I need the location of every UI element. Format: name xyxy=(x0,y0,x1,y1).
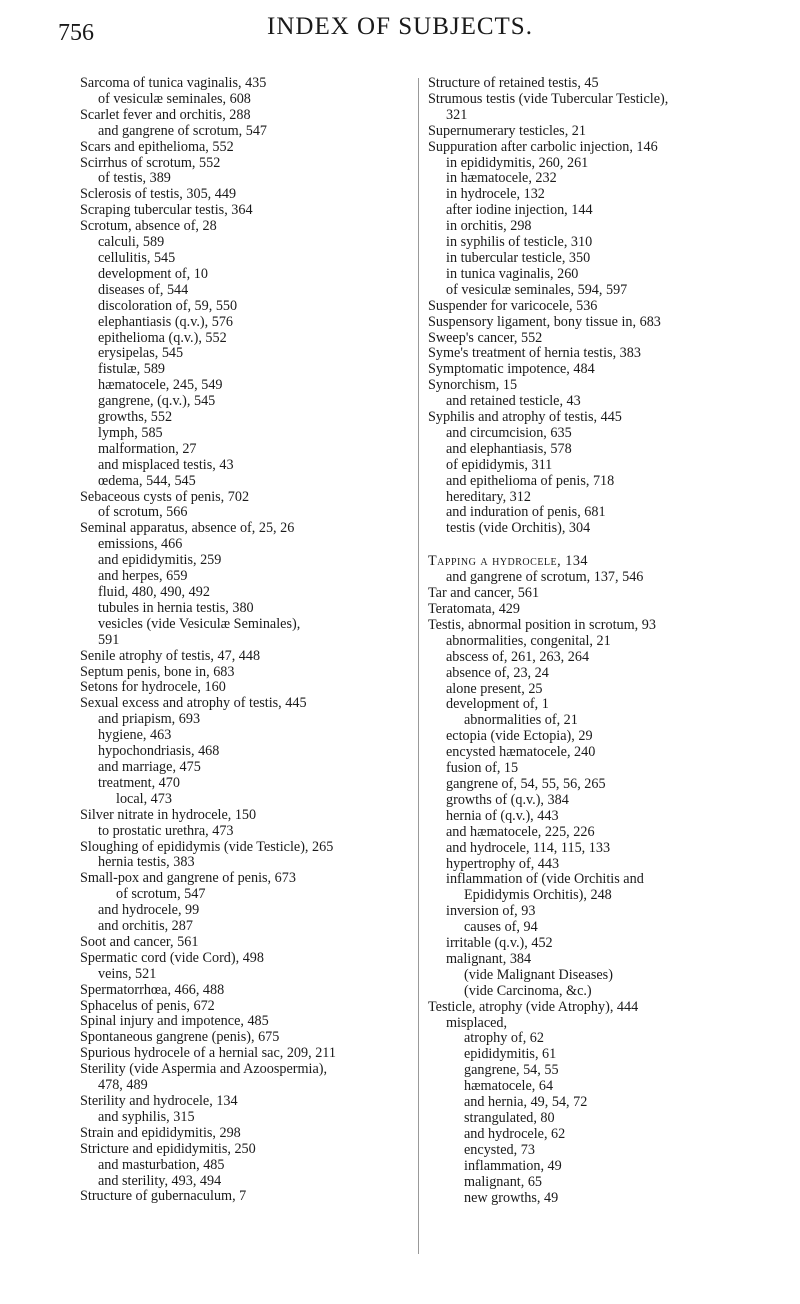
index-entry: diseases of, 544 xyxy=(98,281,189,298)
index-entry: and hydrocele, 114, 115, 133 xyxy=(446,839,611,856)
index-entry: and gangrene of scrotum, 547 xyxy=(98,122,268,139)
index-entry: Epididymis Orchitis), 248 xyxy=(464,887,612,904)
index-entry: hernia of (q.v.), 443 xyxy=(446,807,559,824)
index-entry: and elephantiasis, 578 xyxy=(446,440,572,457)
index-entry: Scars and epithelioma, 552 xyxy=(80,138,234,155)
index-entry: Strumous testis (vide Tubercular Testicle), xyxy=(428,90,669,107)
index-entry: Sterility and hydrocele, 134 xyxy=(80,1093,238,1109)
index-entry: in tunica vaginalis, 260 xyxy=(446,265,579,282)
index-entry: Structure of retained testis, 45 xyxy=(428,75,599,91)
index-entry: Strain and epididymitis, 298 xyxy=(80,1124,241,1141)
index-entry: Symptomatic impotence, 484 xyxy=(428,361,595,378)
page-number: 756 xyxy=(58,20,94,46)
index-entry: in orchitis, 298 xyxy=(446,218,532,235)
index-entry: and masturbation, 485 xyxy=(98,1156,225,1173)
index-entry: epididymitis, 61 xyxy=(464,1046,557,1063)
section-gap xyxy=(428,537,763,554)
index-entry: and orchitis, 287 xyxy=(98,918,193,935)
index-entry: encysted, 73 xyxy=(464,1141,535,1158)
index-entry: absence of, 23, 24 xyxy=(446,664,549,681)
index-entry: Sloughing of epididymis (vide Testicle), 265 xyxy=(80,838,334,855)
index-entry: hernia testis, 383 xyxy=(98,854,195,871)
index-entry: testis (vide Orchitis), 304 xyxy=(446,520,591,537)
index-entry: and hydrocele, 99 xyxy=(98,902,200,919)
index-entry: of vesiculæ seminales, 608 xyxy=(98,90,251,107)
index-column-left xyxy=(80,76,400,1205)
index-entry: Suppuration after carbolic injection, 146 xyxy=(428,138,658,155)
index-entry: in tubercular testicle, 350 xyxy=(446,249,591,266)
index-entry: (vide Carcinoma, &c.) xyxy=(464,982,592,999)
index-entry: gangrene of, 54, 55, 56, 265 xyxy=(446,775,606,792)
index-entry: encysted hæmatocele, 240 xyxy=(446,744,596,761)
index-entry: ectopia (vide Ectopia), 29 xyxy=(446,728,593,745)
index-entry: malformation, 27 xyxy=(98,440,197,457)
index-entry: Testis, abnormal position in scrotum, 93 xyxy=(428,616,656,633)
index-entry: treatment, 470 xyxy=(98,774,180,791)
index-entry: Scraping tubercular testis, 364 xyxy=(80,202,253,219)
index-entry: and gangrene of scrotum, 137, 546 xyxy=(446,569,644,586)
index-entry: strangulated, 80 xyxy=(464,1110,555,1126)
index-entry: Synorchism, 15 xyxy=(428,377,518,394)
index-entry: and syphilis, 315 xyxy=(98,1108,195,1125)
index-entry: Suspensory ligament, bony tissue in, 683 xyxy=(428,313,661,330)
column-divider xyxy=(418,78,419,1254)
index-entry: of epididymis, 311 xyxy=(446,456,553,473)
index-entry: new growths, 49 xyxy=(464,1189,559,1206)
index-entry: Silver nitrate in hydrocele, 150 xyxy=(80,806,257,823)
index-entry: Seminal apparatus, absence of, 25, 26 xyxy=(80,520,295,537)
index-entry: Sphacelus of penis, 672 xyxy=(80,997,215,1014)
index-entry: Syme's treatment of hernia testis, 383 xyxy=(428,345,641,362)
index-entry: abnormalities, congenital, 21 xyxy=(446,632,611,649)
index-entry: of vesiculæ seminales, 594, 597 xyxy=(446,281,628,298)
index-entry: in hydrocele, 132 xyxy=(446,186,545,203)
index-entry: causes of, 94 xyxy=(464,919,538,936)
index-entry: and hernia, 49, 54, 72 xyxy=(464,1094,588,1111)
index-entry: epithelioma (q.v.), 552 xyxy=(98,329,227,346)
index-entry: and hydrocele, 62 xyxy=(464,1125,566,1142)
index-entry: hypochondriasis, 468 xyxy=(98,743,220,760)
index-entry: and induration of penis, 681 xyxy=(446,504,606,521)
index-entry: hypertrophy of, 443 xyxy=(446,855,560,872)
index-entry: Spontaneous gangrene (penis), 675 xyxy=(80,1029,280,1046)
index-entry: Spermatic cord (vide Cord), 498 xyxy=(80,949,264,966)
index-entry: and retained testicle, 43 xyxy=(446,393,581,410)
index-entry: Septum penis, bone in, 683 xyxy=(80,663,235,680)
index-entry: malignant, 65 xyxy=(464,1173,543,1190)
index-entry: and priapism, 693 xyxy=(98,711,201,728)
index-entry: hæmatocele, 245, 549 xyxy=(98,377,223,394)
index-entry: of testis, 389 xyxy=(98,170,171,187)
index-entry: Testicle, atrophy (vide Atrophy), 444 xyxy=(428,998,639,1015)
index-entry: in epididymitis, 260, 261 xyxy=(446,154,589,171)
index-entry: Sebaceous cysts of penis, 702 xyxy=(80,488,250,505)
index-entry: and sterility, 493, 494 xyxy=(98,1172,222,1189)
index-entry: 321 xyxy=(446,106,468,123)
index-entry: Teratomata, 429 xyxy=(428,601,520,617)
index-entry: hæmatocele, 64 xyxy=(464,1078,554,1095)
index-entry: Suspender for varicocele, 536 xyxy=(428,297,598,314)
index-entry: development of, 1 xyxy=(446,696,549,713)
index-entry: in hæmatocele, 232 xyxy=(446,170,557,187)
index-entry: Sclerosis of testis, 305, 449 xyxy=(80,186,237,203)
index-entry: of scrotum, 547 xyxy=(116,886,206,903)
index-entry: hygiene, 463 xyxy=(98,727,172,744)
index-entry: elephantiasis (q.v.), 576 xyxy=(98,313,234,330)
index-entry: cellulitis, 545 xyxy=(98,249,176,266)
index-entry: 478, 489 xyxy=(98,1077,148,1094)
index-entry: lymph, 585 xyxy=(98,424,163,441)
index-entry: irritable (q.v.), 452 xyxy=(446,935,553,952)
index-entry: inflammation of (vide Orchitis and xyxy=(446,871,644,888)
index-entry: atrophy of, 62 xyxy=(464,1030,544,1047)
index-entry: of scrotum, 566 xyxy=(98,504,188,521)
index-entry: Scirrhus of scrotum, 552 xyxy=(80,154,221,171)
index-entry: growths of (q.v.), 384 xyxy=(446,791,569,808)
index-entry: and marriage, 475 xyxy=(98,758,201,775)
index-entry: Tar and cancer, 561 xyxy=(428,585,540,602)
index-entry: œdema, 544, 545 xyxy=(98,472,196,489)
index-entry: fistulæ, 589 xyxy=(98,361,166,378)
index-entry: Setons for hydrocele, 160 xyxy=(80,679,226,696)
index-entry: 591 xyxy=(98,631,120,648)
index-entry: Supernumerary testicles, 21 xyxy=(428,122,586,139)
index-entry: Sexual excess and atrophy of testis, 445 xyxy=(80,695,307,712)
index-entry: abscess of, 261, 263, 264 xyxy=(446,648,590,665)
index-entry: (vide Malignant Diseases) xyxy=(464,966,613,983)
index-entry: Small-pox and gangrene of penis, 673 xyxy=(80,870,296,887)
index-entry: and hæmatocele, 225, 226 xyxy=(446,823,595,840)
index-entry: gangrene, 54, 55 xyxy=(464,1062,559,1079)
index-entry: tubules in hernia testis, 380 xyxy=(98,599,254,616)
page-title: INDEX OF SUBJECTS. xyxy=(267,13,533,40)
index-entry: and misplaced testis, 43 xyxy=(98,456,234,473)
index-entry: Stricture and epididymitis, 250 xyxy=(80,1140,256,1157)
index-entry: Sterility (vide Aspermia and Azoospermia), xyxy=(80,1061,328,1078)
index-entry: inflammation, 49 xyxy=(464,1157,562,1174)
index-entry: Senile atrophy of testis, 47, 448 xyxy=(80,647,261,664)
index-entry: and epithelioma of penis, 718 xyxy=(446,472,615,489)
index-entry: fluid, 480, 490, 492 xyxy=(98,584,210,600)
index-entry: Scarlet fever and orchitis, 288 xyxy=(80,106,251,123)
index-entry: veins, 521 xyxy=(98,965,157,982)
index-entry: hereditary, 312 xyxy=(446,488,531,505)
index-entry: Sweep's cancer, 552 xyxy=(428,329,543,346)
index-entry: Sarcoma of tunica vaginalis, 435 xyxy=(80,75,267,91)
index-entry: Scrotum, absence of, 28 xyxy=(80,218,217,235)
index-entry: Soot and cancer, 561 xyxy=(80,933,199,950)
index-entry: vesicles (vide Vesiculæ Seminales), xyxy=(98,615,301,632)
index-column-right xyxy=(428,76,763,1206)
index-entry: Structure of gubernaculum, 7 xyxy=(80,1188,247,1205)
index-entry: local, 473 xyxy=(116,790,172,807)
index-entry: development of, 10 xyxy=(98,265,208,282)
index-entry: calculi, 589 xyxy=(98,234,165,251)
index-entry: Spinal injury and impotence, 485 xyxy=(80,1013,269,1030)
index-entry: abnormalities of, 21 xyxy=(464,712,578,729)
index-entry: misplaced, xyxy=(446,1014,508,1031)
index-entry: and herpes, 659 xyxy=(98,568,188,585)
index-entry: to prostatic urethra, 473 xyxy=(98,822,234,839)
index-entry: inversion of, 93 xyxy=(446,903,536,920)
index-entry: Tapping a hydrocele, 134 xyxy=(428,553,589,570)
index-entry: discoloration of, 59, 550 xyxy=(98,297,238,314)
index-entry: erysipelas, 545 xyxy=(98,345,184,362)
index-entry: gangrene, (q.v.), 545 xyxy=(98,393,216,410)
index-entry: malignant, 384 xyxy=(446,950,532,967)
index-entry: growths, 552 xyxy=(98,409,173,426)
index-entry: in syphilis of testicle, 310 xyxy=(446,234,593,251)
index-entry: Spermatorrhœa, 466, 488 xyxy=(80,981,225,998)
index-entry: Spurious hydrocele of a hernial sac, 209, 211 xyxy=(80,1045,336,1062)
index-entry: after iodine injection, 144 xyxy=(446,202,593,219)
index-entry: alone present, 25 xyxy=(446,680,543,697)
index-entry: and circumcision, 635 xyxy=(446,424,572,441)
index-entry: and epididymitis, 259 xyxy=(98,552,222,569)
index-entry: emissions, 466 xyxy=(98,536,183,553)
index-entry: fusion of, 15 xyxy=(446,760,519,777)
index-entry: Syphilis and atrophy of testis, 445 xyxy=(428,409,622,426)
